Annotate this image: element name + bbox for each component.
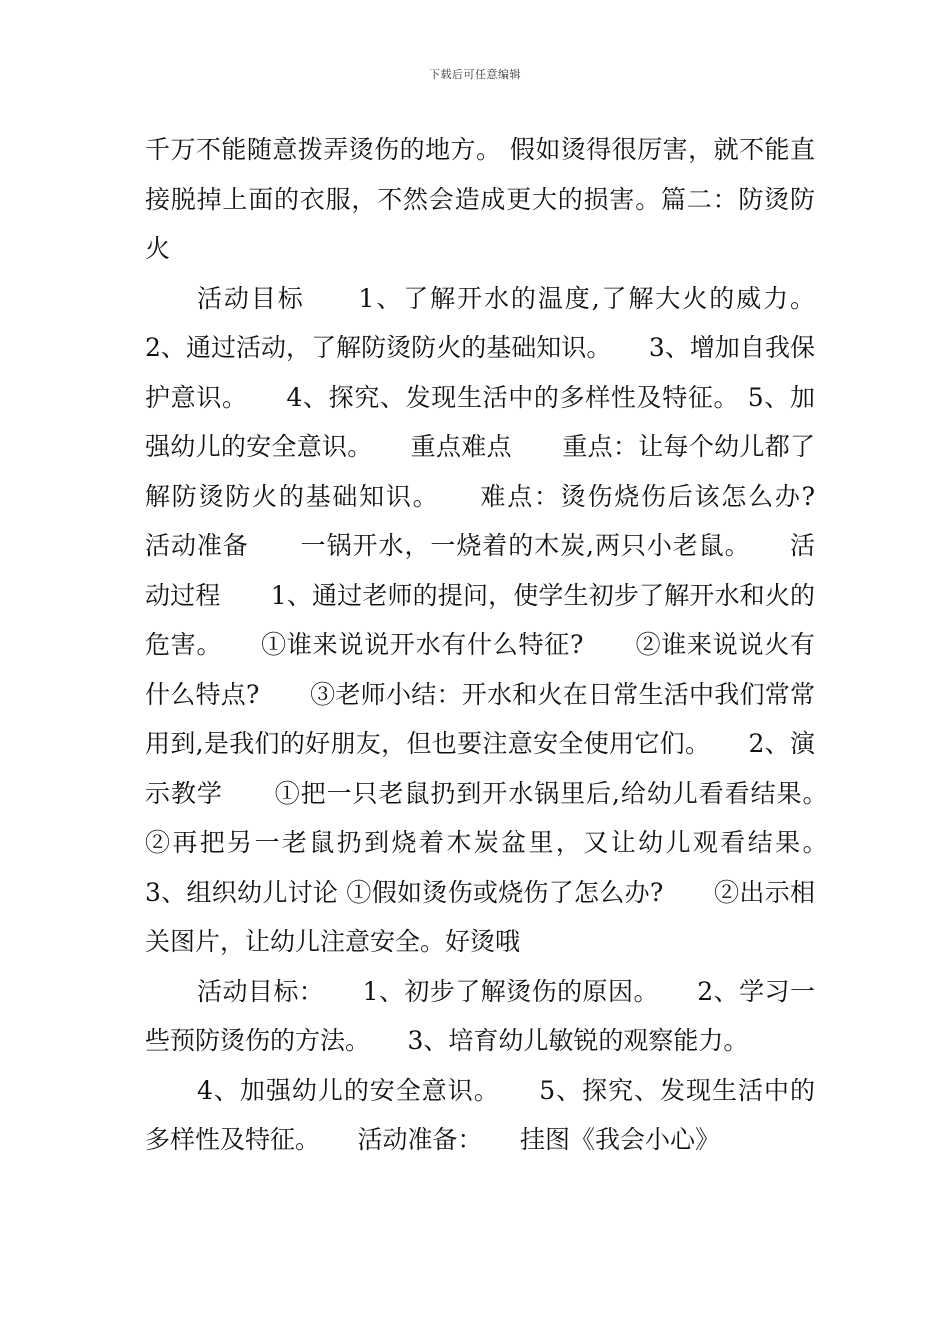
paragraph-1: 千万不能随意拨弄烫伤的地方。 假如烫得很厉害，就不能直接脱掉上面的衣服，不然会造成更大的损害。篇二：防烫防火 <box>145 135 815 263</box>
document-body <box>145 125 866 1165</box>
paragraph-4: 4、加强幼儿的安全意识。 5、探究、发现生活中的多样性及特征。 活动准备： 挂图《我会小心》 <box>145 1075 815 1154</box>
paragraph-3: 活动目标： 1、初步了解烫伤的原因。 2、学习一些预防烫伤的方法。 3、培育幼儿敏锐的观察能力。 <box>145 976 815 1055</box>
page-header: 下载后可任意编辑 <box>429 68 521 81</box>
paragraph-2: 活动目标 1、了解开水的温度,了解大火的威力。 2、通过活动，了解防烫防火的基础知识。 3、增加自我保护意识。 4、探究、发现生活中的多样性及特征。 5、加强幼儿的安全意识。 重点难点 重点：让每个幼儿都了解防烫防火的基础知识。 难点：烫伤烧伤后该怎么办? 活动准备 一锅开水，一烧着的木炭,两只小老鼠。 活动过程 1、通过老师的提问，使学生初步了解开水和火的危害。 ①谁来说说开水有什么特征? ②谁来说说火有什么特点? ③老师小结：开水和火在日常生活中我们常常用到,是我们的好朋友，但也要注意安全使用它们。 2、演示教学 ①把一只老鼠扔到开水锅里后,给幼儿看看结果。 ②再把另一老鼠扔到烧着木炭盆里，又让幼儿观看结果。 3、组织幼儿讨论 ①假如烫伤或烧伤了怎么办? ②出示相关图片，让幼儿注意安全。好烫哦 <box>145 283 866 956</box>
